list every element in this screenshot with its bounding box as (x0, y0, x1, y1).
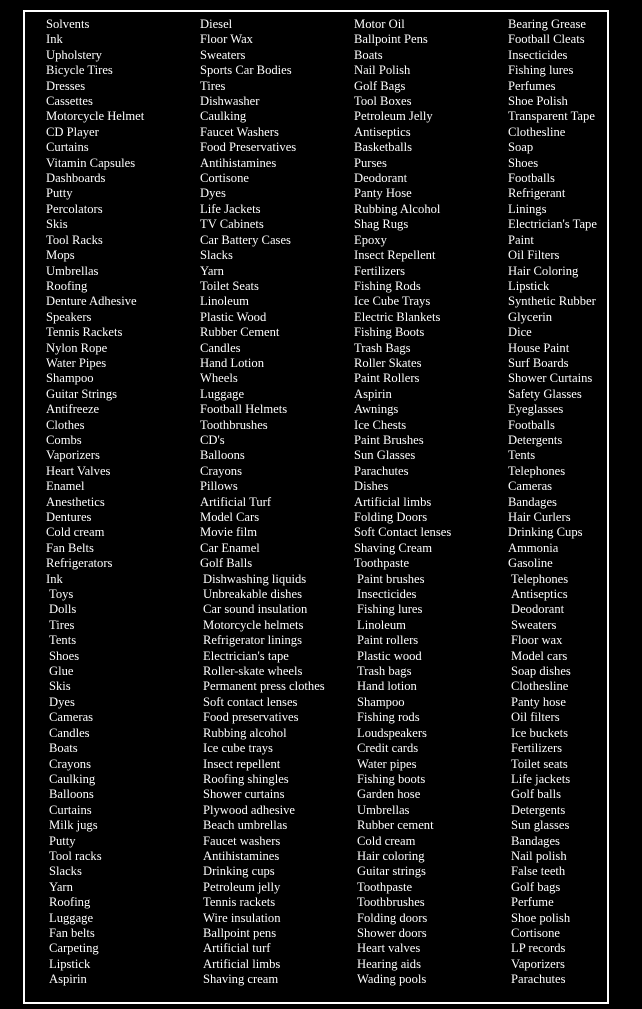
list-item: Soap dishes (511, 664, 571, 679)
list-item: Antiseptics (354, 124, 411, 139)
list-item: Hearing aids (357, 956, 421, 971)
list-item: Shower Curtains (508, 371, 593, 386)
list-item: Soap (508, 140, 534, 155)
list-item: Tents (508, 448, 536, 463)
list-item: Bandages (508, 494, 557, 509)
list-item: Life jackets (511, 771, 571, 786)
list-item: Detergents (511, 802, 566, 817)
list-item: Tires (200, 78, 226, 93)
list-item: Fishing Boots (354, 325, 425, 340)
list-item: Shoes (49, 648, 80, 663)
list-item: Speakers (46, 309, 92, 324)
list-item: Milk jugs (49, 818, 98, 833)
list-item: Nylon Rope (46, 340, 108, 355)
list-item: Deodorant (511, 602, 565, 617)
list-item: Fan belts (49, 925, 95, 940)
list-item: Cortisone (511, 925, 560, 940)
product-column-3 (354, 17, 451, 988)
list-item: Roller Skates (354, 355, 422, 370)
list-item: Sun Glasses (354, 448, 416, 463)
list-item: Luggage (49, 910, 94, 925)
list-item: Water pipes (357, 756, 417, 771)
list-item: Insect repellent (203, 756, 281, 771)
list-item: Roofing (49, 895, 91, 910)
list-item: Refrigerant (508, 186, 566, 201)
list-item: Toothbrushes (357, 895, 425, 910)
list-item: Nail polish (511, 848, 567, 863)
list-item: Ink (46, 571, 63, 586)
list-item: Ice Cube Trays (354, 294, 431, 309)
list-item: Ballpoint pens (203, 925, 277, 940)
list-item: Panty Hose (354, 186, 412, 201)
list-item: Movie film (200, 525, 258, 540)
list-item: Putty (49, 833, 76, 848)
list-item: Floor Wax (200, 32, 253, 47)
product-column-2 (200, 17, 325, 988)
list-item: Shampoo (357, 694, 405, 709)
list-item: Cold cream (46, 525, 105, 540)
list-item: Dentures (46, 510, 92, 524)
list-item: Parachutes (354, 463, 409, 478)
list-item: Enamel (46, 479, 85, 494)
list-item: Glue (49, 664, 74, 679)
list-item: Paint (508, 232, 534, 247)
list-item: Folding Doors (354, 510, 428, 524)
list-item: Sweaters (511, 617, 557, 632)
list-item: Bearing Grease (508, 17, 586, 31)
list-item: Insecticides (508, 47, 568, 62)
list-item: Artificial Turf (200, 494, 272, 509)
list-item: Soft contact lenses (203, 694, 298, 709)
list-item: Insect Repellent (354, 248, 436, 263)
list-item: Fishing lures (357, 602, 423, 617)
list-item: Parachutes (511, 972, 566, 987)
list-item: Petroleum Jelly (354, 109, 433, 124)
list-item: Caulking (49, 771, 96, 786)
list-item: Crayons (200, 463, 242, 478)
list-item: Dishwasher (200, 94, 260, 109)
list-item: Telephones (511, 571, 569, 586)
list-item: Candles (49, 725, 90, 740)
list-item: Safety Glasses (508, 386, 582, 401)
list-item: Detergents (508, 432, 563, 447)
list-item: Dishwashing liquids (203, 571, 307, 586)
list-item: Boats (354, 47, 383, 62)
list-item: Vaporizers (511, 956, 565, 971)
list-item: Yarn (200, 263, 224, 278)
list-item: LP records (511, 941, 566, 956)
list-item: Telephones (508, 463, 566, 478)
list-item: Shoe polish (511, 910, 571, 925)
list-item: Car sound insulation (203, 602, 308, 617)
list-item: Sweaters (200, 47, 246, 62)
list-item: Shoes (508, 155, 539, 170)
list-item: Shaving cream (203, 972, 279, 987)
list-item: Ice buckets (511, 725, 568, 740)
list-item: Epoxy (354, 232, 387, 247)
list-item: Shower doors (357, 925, 427, 940)
list-item: Refrigerators (46, 556, 113, 571)
list-item: Soft Contact lenses (354, 525, 452, 540)
list-item: House Paint (508, 340, 570, 355)
list-item: Floor wax (511, 633, 563, 648)
list-item: Cassettes (46, 94, 93, 109)
list-item: Lipstick (49, 956, 91, 971)
list-item: Drinking Cups (508, 525, 583, 540)
list-item: Roofing (46, 278, 88, 293)
list-item: Rubber Cement (200, 325, 280, 340)
list-item: Dice (508, 325, 532, 340)
list-item: Hand lotion (357, 679, 417, 694)
list-item: Mops (46, 248, 75, 263)
list-item: Water Pipes (46, 355, 107, 370)
list-item: Roller-skate wheels (203, 664, 303, 679)
list-item: Linoleum (357, 617, 406, 632)
list-item: Shag Rugs (354, 217, 409, 232)
list-item: Solvents (46, 17, 90, 31)
list-item: Bicycle Tires (46, 63, 113, 78)
list-item: Motorcycle helmets (203, 617, 304, 632)
list-item: Tennis Rackets (46, 325, 123, 340)
list-item: Fertilizers (511, 741, 563, 756)
list-item: Bandages (511, 833, 560, 848)
list-item: Wading pools (357, 972, 427, 987)
list-item: Linoleum (200, 294, 249, 309)
list-item: Golf Bags (354, 78, 406, 93)
list-item: Putty (46, 186, 73, 201)
list-item: Food Preservatives (200, 140, 297, 155)
list-item: Boats (49, 741, 78, 756)
list-item: Heart Valves (46, 463, 111, 478)
list-item: Golf Balls (200, 556, 253, 571)
list-item: Awnings (354, 402, 399, 417)
list-item: Oil filters (511, 710, 560, 725)
list-item: Hand Lotion (200, 355, 265, 370)
list-item: Vaporizers (46, 448, 100, 463)
list-item: Football Cleats (508, 32, 585, 47)
list-item: Eyeglasses (508, 402, 564, 417)
list-item: CD's (200, 432, 225, 447)
list-item: Candles (200, 340, 241, 355)
list-item: Umbrellas (46, 263, 99, 278)
list-item: Shaving Cream (354, 540, 432, 555)
list-item: Beach umbrellas (203, 818, 288, 833)
list-item: Tool racks (49, 848, 102, 863)
list-item: Dyes (49, 694, 75, 709)
list-item: Cold cream (357, 833, 416, 848)
list-item: Football Helmets (200, 402, 288, 417)
list-item: Tennis rackets (203, 895, 276, 910)
list-item: Rubbing alcohol (203, 725, 287, 740)
list-item: Toothpaste (354, 556, 410, 571)
list-item: Plywood adhesive (203, 802, 295, 817)
list-item: Gasoline (508, 556, 553, 571)
list-item: Vitamin Capsules (46, 155, 136, 170)
list-item: Synthetic Rubber (508, 294, 596, 309)
list-item: Wire insulation (203, 910, 281, 925)
list-item: Fishing boots (357, 771, 426, 786)
list-item: Hair Curlers (508, 510, 571, 524)
list-item: Refrigerator linings (203, 633, 302, 648)
list-item: Model Cars (200, 510, 260, 524)
list-item: Permanent press clothes (203, 679, 325, 694)
list-item: False teeth (511, 864, 566, 879)
list-item: Surf Boards (508, 355, 569, 370)
list-item: Dashboards (46, 171, 106, 186)
list-item: Tool Boxes (354, 94, 412, 109)
list-item: Perfumes (508, 78, 556, 93)
list-item: Tool Racks (46, 232, 103, 247)
list-item: Wheels (200, 371, 238, 386)
list-item: Balloons (49, 787, 94, 802)
list-item: Deodorant (354, 171, 408, 186)
list-item: Sun glasses (511, 818, 570, 833)
list-item: Cameras (508, 479, 553, 494)
list-item: Guitar Strings (46, 386, 118, 401)
list-item: Electrician's Tape (508, 217, 597, 232)
list-item: Linings (508, 201, 547, 216)
list-item: Hair coloring (357, 848, 425, 863)
list-item: Artificial turf (203, 941, 271, 956)
list-item: Antihistamines (203, 848, 280, 863)
list-item: Combs (46, 432, 82, 447)
list-item: Lipstick (508, 278, 550, 293)
list-item: Curtains (46, 140, 89, 155)
list-item: Aspirin (354, 386, 392, 401)
list-item: Ballpoint Pens (354, 32, 428, 47)
list-item: Paint brushes (357, 571, 425, 586)
list-item: Perfume (511, 895, 554, 910)
list-item: Fishing rods (357, 710, 420, 725)
list-item: Folding doors (357, 910, 428, 925)
list-item: Artificial limbs (354, 494, 432, 509)
list-item: Yarn (49, 879, 73, 894)
list-item: Artificial limbs (203, 956, 281, 971)
list-item: Basketballs (354, 140, 413, 155)
list-item: Footballs (508, 171, 555, 186)
list-item: Paint Brushes (354, 432, 424, 447)
list-item: Caulking (200, 109, 247, 124)
list-item: Umbrellas (357, 802, 410, 817)
list-item: Insecticides (357, 587, 417, 602)
list-item: Faucet Washers (200, 124, 279, 139)
list-item: Unbreakable dishes (203, 587, 302, 602)
list-item: Plastic wood (357, 648, 422, 663)
list-item: Loudspeakers (357, 725, 427, 740)
list-item: Dresses (46, 78, 86, 93)
list-item: Electric Blankets (354, 309, 441, 324)
list-item: Antifreeze (46, 402, 100, 417)
list-item: Nail Polish (354, 63, 411, 78)
list-item: Ice cube trays (203, 741, 273, 756)
list-item: Food preservatives (203, 710, 299, 725)
list-item: Dishes (354, 479, 389, 494)
list-item: Heart valves (357, 941, 421, 956)
list-item: Denture Adhesive (46, 294, 137, 309)
list-item: Diesel (200, 17, 233, 31)
list-item: Car Enamel (200, 540, 260, 555)
list-item: Fishing lures (508, 63, 574, 78)
list-item: Motor Oil (354, 17, 405, 31)
list-item: Glycerin (508, 309, 553, 324)
product-column-1 (46, 17, 144, 988)
list-item: Dyes (200, 186, 226, 201)
list-item: Plastic Wood (200, 309, 267, 324)
list-item: Faucet washers (203, 833, 281, 848)
list-item: TV Cabinets (200, 217, 264, 232)
list-item: Life Jackets (200, 201, 261, 216)
list-item: Motorcycle Helmet (46, 109, 145, 124)
list-item: Car Battery Cases (200, 232, 291, 247)
list-item: Golf balls (511, 787, 562, 802)
list-item: Petroleum jelly (203, 879, 281, 894)
list-item: Model cars (511, 648, 568, 663)
list-item: Luggage (200, 386, 245, 401)
list-item: Paint rollers (357, 633, 419, 648)
list-item: Slacks (49, 864, 82, 879)
list-item: Shampoo (46, 371, 94, 386)
list-item: Oil Filters (508, 248, 560, 263)
list-item: Tents (49, 633, 77, 648)
list-item: Ammonia (508, 540, 559, 555)
list-item: Slacks (200, 248, 233, 263)
list-item: Tires (49, 617, 75, 632)
list-item: Panty hose (511, 694, 566, 709)
list-item: Skis (46, 217, 68, 232)
list-item: Pillows (200, 479, 238, 494)
list-item: Guitar strings (357, 864, 426, 879)
list-item: Clothesline (508, 124, 566, 139)
list-item: Fishing Rods (354, 278, 421, 293)
list-item: Antiseptics (511, 587, 568, 602)
list-item: Clothesline (511, 679, 569, 694)
list-item: Skis (49, 679, 71, 694)
list-item: Credit cards (357, 741, 419, 756)
list-item: Anesthetics (46, 494, 105, 509)
list-item: Antihistamines (200, 155, 277, 170)
list-item: Percolators (46, 201, 103, 216)
list-item: Trash bags (357, 664, 412, 679)
list-item: Cortisone (200, 171, 249, 186)
list-item: CD Player (46, 124, 99, 139)
list-item: Sports Car Bodies (200, 63, 292, 78)
list-item: Rubber cement (357, 818, 434, 833)
list-item: Rubbing Alcohol (354, 201, 441, 216)
list-item: Fan Belts (46, 540, 94, 555)
list-item: Transparent Tape (508, 109, 595, 124)
list-item: Fertilizers (354, 263, 406, 278)
list-item: Balloons (200, 448, 245, 463)
list-item: Toilet Seats (200, 278, 259, 293)
list-item: Garden hose (357, 787, 421, 802)
list-item: Shower curtains (203, 787, 285, 802)
list-item: Crayons (49, 756, 91, 771)
list-item: Carpeting (49, 941, 99, 956)
list-item: Toys (49, 587, 74, 602)
list-item: Toothpaste (357, 879, 413, 894)
list-item: Trash Bags (354, 340, 411, 355)
list-item: Toilet seats (511, 756, 568, 771)
list-item: Cameras (49, 710, 94, 725)
list-item: Footballs (508, 417, 555, 432)
list-item: Ink (46, 32, 63, 47)
list-item: Toothbrushes (200, 417, 268, 432)
list-item: Electrician's tape (203, 648, 289, 663)
list-item: Upholstery (46, 47, 102, 62)
list-item: Paint Rollers (354, 371, 420, 386)
list-item: Ice Chests (354, 417, 407, 432)
list-item: Golf bags (511, 879, 561, 894)
list-item: Roofing shingles (203, 771, 289, 786)
product-column-4 (508, 17, 597, 988)
list-item: Dolls (49, 602, 77, 617)
list-item: Purses (354, 155, 387, 170)
list-item: Curtains (49, 802, 92, 817)
list-item: Drinking cups (203, 864, 275, 879)
list-item: Shoe Polish (508, 94, 568, 109)
list-item: Hair Coloring (508, 263, 579, 278)
list-item: Clothes (46, 417, 85, 432)
list-item: Aspirin (49, 972, 87, 987)
